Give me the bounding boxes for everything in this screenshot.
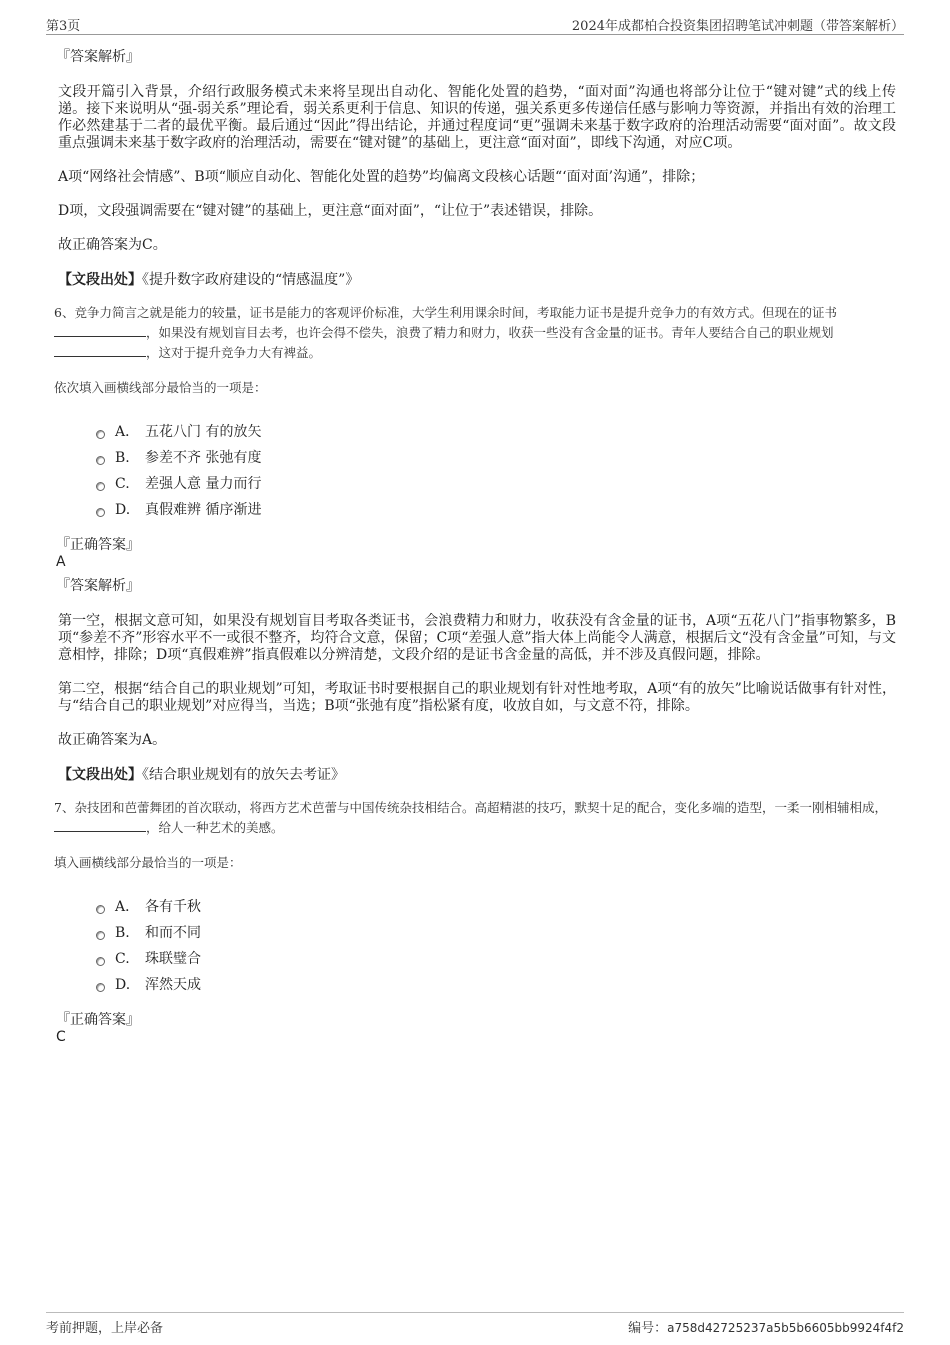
- correct-answer-label: 『正确答案』: [56, 537, 140, 553]
- page-header: [46, 14, 904, 35]
- radio-icon[interactable]: [96, 456, 105, 465]
- code-label: 编号：: [628, 1321, 668, 1336]
- page-content: [56, 48, 896, 1052]
- option-c[interactable]: [96, 471, 896, 497]
- option-letter: B.: [115, 925, 130, 941]
- analysis-label: 『答案解析』: [56, 578, 140, 594]
- stem-text: 6、竞争力简言之就是能力的较量，证书是能力的客观评价标准，大学生利用课余时间，考取能力证书是提升竞争力的有效方式。但现在的证书: [54, 305, 837, 320]
- option-text: 和而不同: [145, 925, 201, 941]
- code-value: a758d42725237a5b5b6605bb9924f4f2: [667, 1321, 904, 1335]
- option-text: 浑然天成: [145, 977, 201, 993]
- question-6-options: [96, 419, 896, 523]
- option-d[interactable]: [96, 972, 896, 998]
- radio-icon[interactable]: [96, 430, 105, 439]
- question-instruction: 依次填入画横线部分最恰当的一项是：: [54, 380, 267, 395]
- radio-icon[interactable]: [96, 482, 105, 491]
- option-letter: C.: [115, 951, 130, 967]
- document-title: 2024年成都柏合投资集团招聘笔试冲刺题（带答案解析）: [571, 19, 904, 34]
- analysis-paragraph: D项，文段强调需要在“键对键”的基础上，更注意“面对面”，“让位于”表述错误，排除。: [58, 203, 603, 219]
- question-7-stem: [54, 798, 896, 838]
- option-b[interactable]: [96, 445, 896, 471]
- fill-blank: [54, 819, 146, 832]
- page-number: 第3页: [46, 19, 81, 34]
- source-line: [58, 766, 896, 784]
- stem-text: ，这对于提升竞争力大有裨益。: [146, 345, 322, 360]
- source-label: 【文段出处】: [58, 272, 142, 288]
- source-text: 《结合职业规划有的放矢去考证》: [142, 767, 345, 783]
- radio-icon[interactable]: [96, 508, 105, 517]
- stem-text: ，给人一种艺术的美感。: [146, 820, 284, 835]
- option-letter: D.: [115, 502, 131, 518]
- analysis-paragraph: A项“网络社会情感”、B项“顺应自动化、智能化处置的趋势”均偏离文段核心话题“‘面对面’沟通”，排除；: [58, 169, 705, 185]
- option-text: 真假难辨 循序渐进: [145, 502, 262, 518]
- analysis-paragraph: 第二空，根据“结合自己的职业规划”可知，考取证书时要根据自己的职业规划有针对性地考取，A项“有的放矢”比喻说话做事有针对性，与“结合自己的职业规划”对应得当，当选；B项“张弛有度”指松紧有度，收放自如，与文意不符，排除。: [58, 681, 896, 714]
- footer-slogan: 考前押题，上岸必备: [46, 1321, 164, 1336]
- radio-icon[interactable]: [96, 931, 105, 940]
- option-a[interactable]: [96, 419, 896, 445]
- question-6-stem: [54, 303, 896, 363]
- page-footer: [46, 1312, 904, 1336]
- analysis-label: 『答案解析』: [56, 49, 140, 65]
- correct-answer: C: [56, 1029, 66, 1045]
- option-letter: C.: [115, 476, 130, 492]
- question-7-options: [96, 894, 896, 998]
- document-code: [628, 1317, 904, 1336]
- correct-answer: A: [56, 554, 66, 570]
- radio-icon[interactable]: [96, 983, 105, 992]
- analysis-paragraph: 文段开篇引入背景，介绍行政服务模式未来将呈现出自动化、智能化处置的趋势，“面对面”沟通也将部分让位于“键对键”式的线上传递。接下来说明从“强-弱关系”理论看，弱关系更利于信息、知识的传递，强关系更多传递信任感与影响力等资源，并指出有效的治理工作必然建基于二者的最优平衡。最后通过“因此”得出结论，并通过程度词“更”强调未来基于数字政府的治理活动需要“面对面”。故文段重点强调未来基于数字政府的治理活动，需要在“键对键”的基础上，更注意“面对面”，即线下沟通，对应C项。: [58, 84, 896, 151]
- fill-blank: [54, 324, 146, 337]
- option-letter: A．: [115, 899, 140, 915]
- option-text: 五花八门 有的放矢: [145, 424, 262, 440]
- option-b[interactable]: [96, 920, 896, 946]
- option-d[interactable]: [96, 497, 896, 523]
- analysis-paragraph: 故正确答案为C。: [58, 237, 167, 253]
- analysis-paragraph: 第一空，根据文意可知，如果没有规划盲目考取各类证书，会浪费精力和财力，收获没有含金量的证书，A项“五花八门”指事物繁多，B项“参差不齐”形容水平不一或很不整齐，均符合文意，保留；C项“差强人意”指大体上尚能令人满意，根据后文“没有含金量”可知，与文意相悖，排除；D项“真假难辨”指真假难以分辨清楚，文段介绍的是证书含金量的高低，并不涉及真假问题，排除。: [58, 613, 896, 663]
- source-line: [58, 271, 896, 289]
- source-text: 《提升数字政府建设的“情感温度”》: [142, 272, 360, 288]
- radio-icon[interactable]: [96, 957, 105, 966]
- option-c[interactable]: [96, 946, 896, 972]
- option-text: 参差不齐 张弛有度: [145, 450, 262, 466]
- option-text: 差强人意 量力而行: [145, 476, 262, 492]
- option-letter: B.: [115, 450, 130, 466]
- stem-text: 7、杂技团和芭蕾舞团的首次联动，将西方艺术芭蕾与中国传统杂技相结合。高超精湛的技巧，默契十足的配合，变化多端的造型，一柔一刚相辅相成，: [54, 800, 887, 815]
- option-text: 各有千秋: [145, 899, 201, 915]
- radio-icon[interactable]: [96, 905, 105, 914]
- analysis-paragraph: 故正确答案为A。: [58, 732, 167, 748]
- option-a[interactable]: [96, 894, 896, 920]
- option-text: 珠联璧合: [145, 951, 201, 967]
- option-letter: A．: [115, 424, 140, 440]
- source-label: 【文段出处】: [58, 767, 142, 783]
- option-letter: D.: [115, 977, 131, 993]
- stem-text: ，如果没有规划盲目去考，也许会得不偿失，浪费了精力和财力，收获一些没有含金量的证书。青年人要结合自己的职业规划: [146, 325, 834, 340]
- fill-blank: [54, 344, 146, 357]
- correct-answer-label: 『正确答案』: [56, 1012, 140, 1028]
- question-instruction: 填入画横线部分最恰当的一项是：: [54, 855, 242, 870]
